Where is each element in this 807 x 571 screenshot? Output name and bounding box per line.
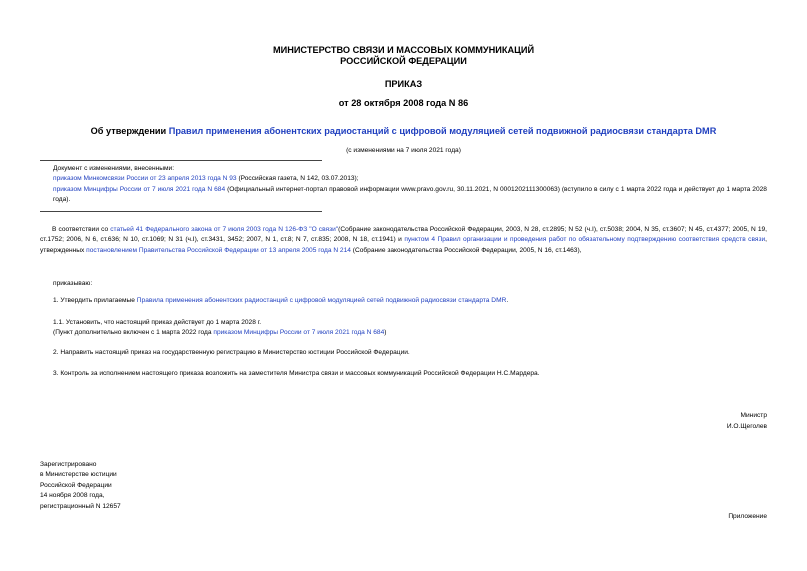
item-1-rules-link[interactable]: Правила применения абонентских радиостанций с цифровой модуляцией сетей подвижной радиосвязи стандарта DMR (136, 297, 507, 304)
preamble-text-2: (Собрание законодательства Российской Федерации, 2003, N 28, ст.2895; N 52 (ч.I), ст.5038; 2004, N 35, ст.3607; N 45, ст.4377; 2005, N 19, ст.1752; 2006, N 6, ст.636; N 10, ст.1069; N 31 (ч.I), ст.3431, 3452; 2007, N 1, ст.8; N 7, ст.835; 2008, N 18, ст.1941) и (40, 226, 768, 244)
divider-top (40, 160, 322, 161)
item-1-text: 1. Утвердить прилагаемые (53, 297, 137, 304)
amendment-text-1: (Российская газета, N 142, 03.07.2013); (236, 175, 359, 183)
rules-point-link[interactable]: пунктом 4 Правил организации и проведения работ по обязательному подтверждению соответствия средств связи (404, 236, 766, 244)
registration-line-1: Зарегистрировано (40, 461, 97, 468)
law-article-link[interactable]: статьей 41 Федерального закона от 7 июля 2003 года N 126-ФЗ "О связи" (110, 226, 339, 233)
signature-name: И.О.Щеголев (726, 423, 767, 430)
item-1-1-note-text: (Пункт дополнительно включен с 1 марта 2022 года (53, 329, 214, 337)
item-1-1-text: 1.1. Установить, что настоящий приказ действует до 1 марта 2028 г. (53, 319, 262, 326)
amendments-intro: Документ с изменениями, внесенными: (53, 165, 175, 172)
preamble-text-1: В соответствии со (52, 226, 111, 233)
document-title (40, 126, 767, 136)
item-1-1 (53, 318, 767, 339)
ministry-line-2: РОССИЙСКОЙ ФЕДЕРАЦИИ (340, 56, 467, 66)
item-2: 2. Направить настоящий приказ на государственную регистрацию в Министерство юстиции Российской Федерации. (53, 349, 410, 356)
item-3: 3. Контроль за исполнением настоящего приказа возложить на заместителя Министра связи и массовых коммуникаций Российской Федерации Н.С.Мардера. (53, 370, 540, 377)
order-word: приказываю: (53, 280, 93, 287)
document-type: ПРИКАЗ (384, 79, 423, 89)
item-1-end: . (506, 297, 509, 304)
item-1-1-note (53, 328, 767, 338)
item-1 (53, 296, 767, 306)
preamble-paragraph (40, 225, 767, 256)
signature-block (727, 410, 767, 432)
ministry-line-1: МИНИСТЕРСТВО СВЯЗИ И МАССОВЫХ КОММУНИКАЦИЙ (272, 45, 535, 55)
title-prefix: Об утверждении (90, 126, 169, 136)
registration-line-4: 14 ноября 2008 года, (40, 492, 105, 500)
preamble-text-4: (Собрание законодательства Российской Федерации, 2005, N 16, ст.1463), (350, 246, 582, 254)
registration-block (40, 460, 121, 512)
amendment-item-1 (53, 174, 767, 184)
appendix-label: Приложение (728, 513, 767, 520)
item-1-1-note-end: ) (384, 329, 387, 337)
signature-position: Министр (740, 412, 767, 419)
ministry-name (0, 45, 807, 67)
registration-line-5: регистрационный N 12657 (40, 502, 121, 510)
amendment-item-2 (53, 185, 767, 206)
amendment-link-2[interactable]: приказом Минцифры России от 7 июля 2021 года N 684 (53, 185, 226, 193)
title-rules-link[interactable]: Правил применения абонентских радиостанций с цифровой модуляцией сетей подвижной радиосвязи стандарта DMR (168, 126, 717, 136)
divider-bottom (40, 211, 322, 212)
document-date: от 28 октября 2008 года N 86 (338, 98, 469, 108)
government-decree-link[interactable]: постановлением Правительства Российской Федерации от 13 апреля 2005 года N 214 (86, 246, 351, 254)
preamble-text-3: , утвержденных (40, 236, 767, 254)
registration-line-3: Российской Федерации (40, 481, 112, 489)
revision-note: (с изменениями на 7 июля 2021 года) (346, 147, 461, 154)
item-1-1-note-link[interactable]: приказом Минцифры России от 7 июля 2021 года N 684 (213, 329, 385, 337)
amendments-block (53, 164, 767, 206)
amendment-link-1[interactable]: приказом Минкомсвязи России от 23 апреля 2013 года N 93 (53, 175, 237, 183)
registration-line-2: в Министерстве юстиции (40, 471, 117, 479)
amendment-text-2: (Официальный интернет-портал правовой информации www.pravo.gov.ru, 30.11.2021, N 0001202111300063) (вступило в силу с 1 марта 2022 года и действует до 1 марта 2028 года). (53, 185, 767, 204)
